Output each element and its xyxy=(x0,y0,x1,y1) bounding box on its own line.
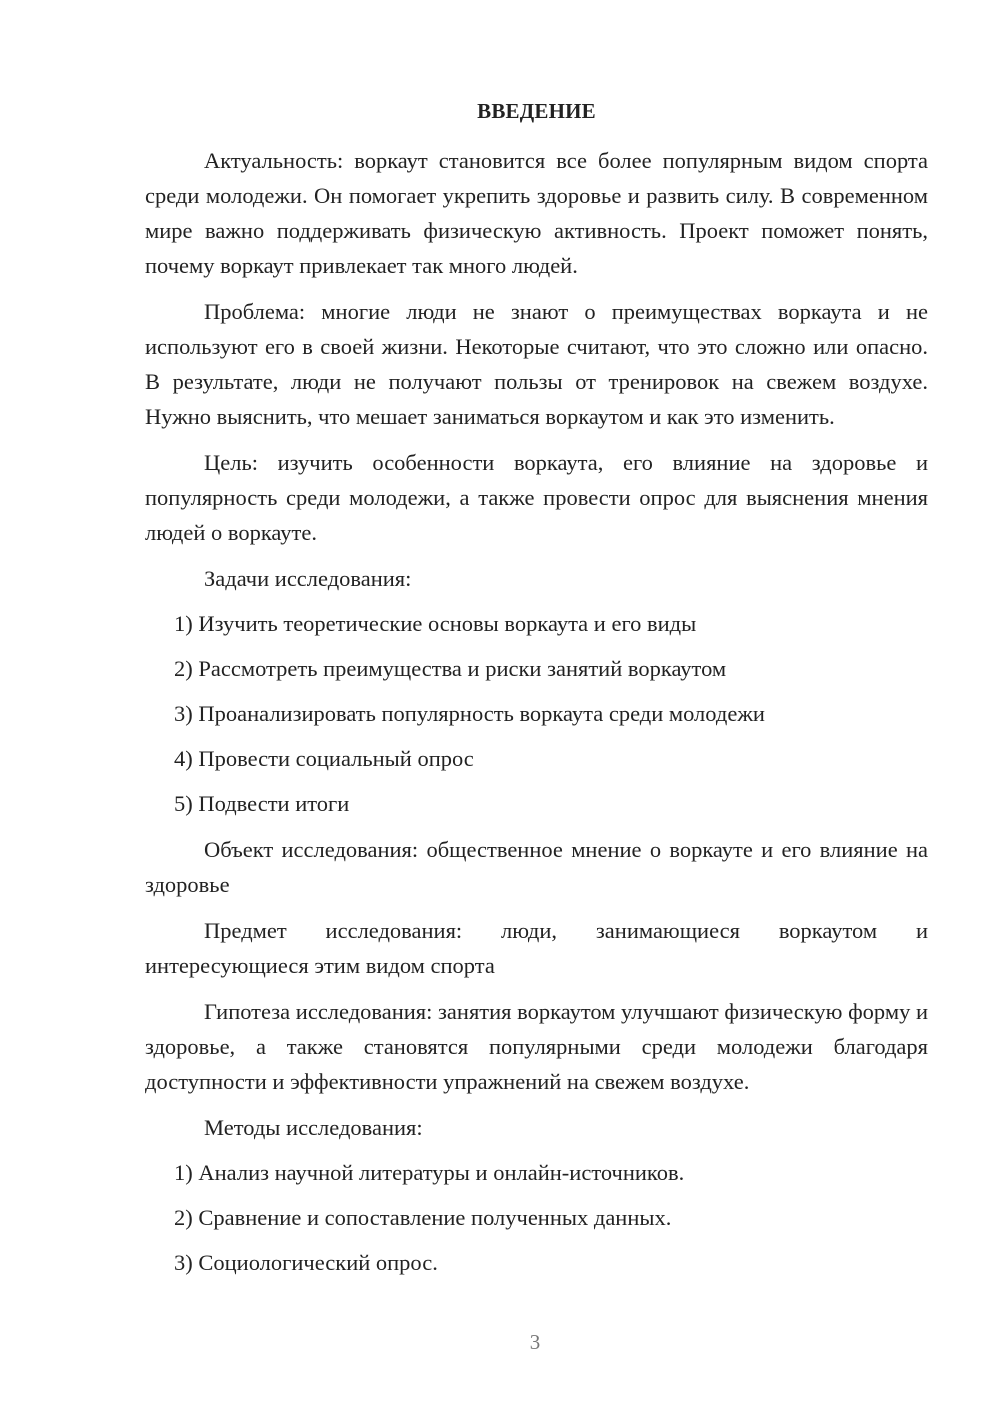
list-item: 3) Проанализировать популярность воркаута среди молодежи xyxy=(174,701,765,726)
list-item: 4) Провести социальный опрос xyxy=(174,746,474,771)
list-item: 1) Анализ научной литературы и онлайн-источников. xyxy=(174,1160,685,1185)
page-title: ВВЕДЕНИЕ xyxy=(477,99,596,123)
tasks-label: Задачи исследования: xyxy=(204,566,412,591)
tasks-list xyxy=(145,606,928,821)
relevance-paragraph: Актуальность: воркаут становится все более популярным видом спорта среди молодежи. Он помогает укрепить здоровье и развить силу. В современном мире важно поддерживать физическую активность. Проект поможет понять, почему воркаут привлекает так много людей. xyxy=(145,148,928,278)
problem-paragraph: Проблема: многие люди не знают о преимуществах воркаута и не используют его в своей жизни. Некоторые считают, что это сложно или опасно. В результате, люди не получают пользы от тренировок на свежем воздухе. Нужно выяснить, что мешает заниматься воркаутом и как это изменить. xyxy=(145,299,928,429)
page-number: 3 xyxy=(529,1330,541,1354)
methods-list xyxy=(145,1155,928,1280)
hypothesis-paragraph: Гипотеза исследования: занятия воркаутом улучшают физическую форму и здоровье, а также становятся популярными среди молодежи благодаря доступности и эффективности упражнений на свежем воздухе. xyxy=(145,999,928,1094)
list-item: 1) Изучить теоретические основы воркаута и его виды xyxy=(174,611,697,636)
list-item: 3) Социологический опрос. xyxy=(174,1250,438,1275)
list-item: 5) Подвести итоги xyxy=(174,791,350,816)
object-paragraph: Объект исследования: общественное мнение о воркауте и его влияние на здоровье xyxy=(145,837,928,897)
list-item: 2) Сравнение и сопоставление полученных данных. xyxy=(174,1205,672,1230)
methods-label: Методы исследования: xyxy=(204,1115,423,1140)
goal-paragraph: Цель: изучить особенности воркаута, его влияние на здоровье и популярность среди молодежи, а также провести опрос для выяснения мнения людей о воркауте. xyxy=(145,450,928,545)
list-item: 2) Рассмотреть преимущества и риски занятий воркаутом xyxy=(174,656,727,681)
subject-paragraph: Предмет исследования: люди, занимающиеся воркаутом и интересующиеся этим видом спорта xyxy=(145,918,928,978)
document-page xyxy=(145,94,928,1291)
